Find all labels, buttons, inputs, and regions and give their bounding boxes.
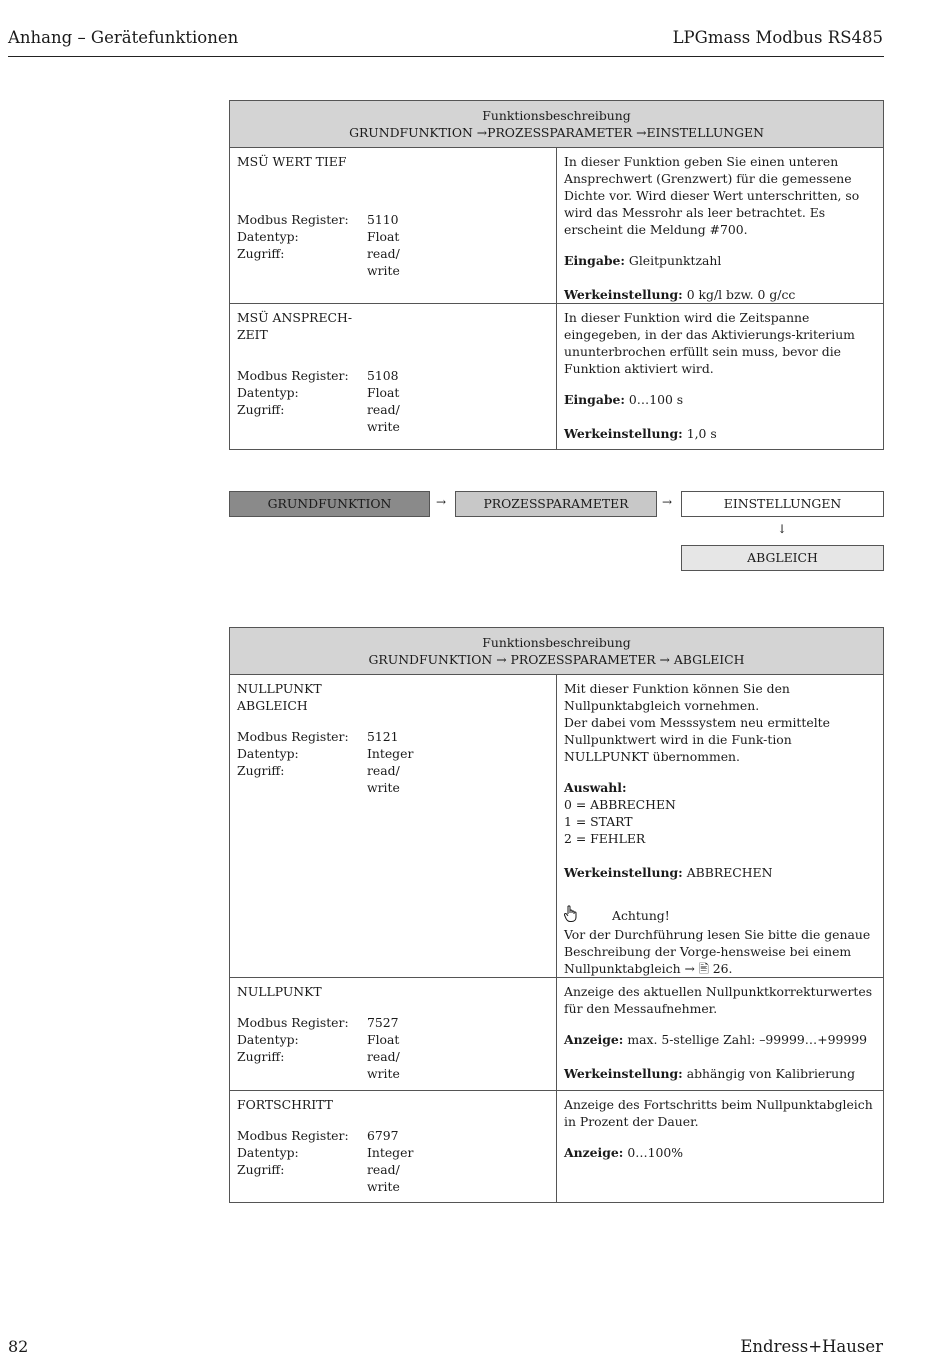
function-description-cell <box>557 978 884 1091</box>
nav-arrow-right-icon: → <box>662 495 673 509</box>
datatype-value: Float <box>367 1032 400 1047</box>
table-header-row <box>230 628 884 675</box>
access-value: read/ write <box>367 402 400 434</box>
register-info <box>237 728 549 796</box>
access-value: read/ write <box>367 1162 400 1194</box>
function-description: In dieser Funktion wird die Zeitspanne eingegeben, in der das Aktivierungs-kriterium ununterbrochen erfüllt sein muss, bevor die Funktion aktiviert wird. <box>564 310 855 376</box>
function-description-cell <box>557 675 884 978</box>
access-label: Zugriff: <box>237 246 285 261</box>
function-param-cell <box>230 978 557 1091</box>
function-param-cell <box>230 304 557 450</box>
datatype-value: Float <box>367 229 400 244</box>
datatype-label: Datentyp: <box>237 746 299 761</box>
function-description: Anzeige des aktuellen Nullpunktkorrekturwertes für den Messaufnehmer. <box>564 984 873 1016</box>
page-number: 82 <box>8 1337 29 1356</box>
table-row <box>230 675 884 978</box>
display-label: Anzeige: <box>564 1145 624 1160</box>
table-title: Funktionsbeschreibung <box>482 108 631 123</box>
default-label: Werkeinstellung: <box>564 865 683 880</box>
default-label: Werkeinstellung: <box>564 1066 683 1081</box>
access-label: Zugriff: <box>237 402 285 417</box>
function-description: In dieser Funktion geben Sie einen unteren Ansprechwert (Grenzwert) für die gemessene Dichte vor. Wird dieser Wert unterschritten, so wird das Messrohr als leer betrachtet. Es erscheint die Meldung #700. <box>564 154 860 237</box>
table-header <box>230 628 884 675</box>
default-value: 0 kg/l bzw. 0 g/cc <box>682 287 796 302</box>
table-header-row <box>230 101 884 148</box>
table-header <box>230 101 884 148</box>
table-path: GRUNDFUNKTION →PROZESSPARAMETER →EINSTELLUNGEN <box>349 125 764 140</box>
datatype-label: Datentyp: <box>237 1145 299 1160</box>
function-name: NULLPUNKT <box>237 984 322 999</box>
register-label: Modbus Register: <box>237 1128 349 1143</box>
function-name: MSÜ WERT TIEF <box>237 154 347 169</box>
function-description: Anzeige des Fortschritts beim Nullpunktabgleich in Prozent der Dauer. <box>564 1097 873 1129</box>
access-value: read/ write <box>367 246 400 278</box>
default-line <box>564 286 876 303</box>
input-line <box>564 252 876 269</box>
table-title: Funktionsbeschreibung <box>482 635 631 650</box>
access-label: Zugriff: <box>237 763 285 778</box>
datatype-value: Integer <box>367 746 414 761</box>
default-line <box>564 864 876 881</box>
display-label: Anzeige: <box>564 1032 624 1047</box>
access-value: read/ write <box>367 1049 400 1081</box>
choice-option: 2 = FEHLER <box>564 831 646 846</box>
page-header-right: LPGmass Modbus RS485 <box>672 28 883 47</box>
warning-title: Achtung! <box>612 908 670 923</box>
function-table-einstellungen <box>229 100 884 450</box>
datatype-value: Integer <box>367 1145 414 1160</box>
warning-text: Vor der Durchführung lesen Sie bitte die genaue Beschreibung der Vorge-hensweise bei einem Nullpunktabgleich → 🖹 26. <box>564 927 871 976</box>
register-value: 5108 <box>367 368 399 383</box>
table-row <box>230 148 884 304</box>
register-info <box>237 211 549 279</box>
page-header-left: Anhang – Gerätefunktionen <box>8 28 239 47</box>
register-info <box>237 1127 549 1195</box>
nav-abgleich: ABGLEICH <box>681 545 884 571</box>
nav-einstellungen: EINSTELLUNGEN <box>681 491 884 517</box>
register-label: Modbus Register: <box>237 212 349 227</box>
display-value: 0…100% <box>623 1145 684 1160</box>
function-description-cell <box>557 304 884 450</box>
function-name: FORTSCHRITT <box>237 1097 333 1112</box>
datatype-label: Datentyp: <box>237 1032 299 1047</box>
function-name: NULLPUNKT ABGLEICH <box>237 681 322 713</box>
function-description-cell <box>557 1091 884 1203</box>
datatype-label: Datentyp: <box>237 229 299 244</box>
input-value: Gleitpunktzahl <box>624 253 722 268</box>
nav-prozessparameter: PROZESSPARAMETER <box>455 491 657 517</box>
access-label: Zugriff: <box>237 1049 285 1064</box>
choice-label: Auswahl: <box>564 780 627 795</box>
function-description-cell <box>557 148 884 304</box>
access-value: read/ write <box>367 763 400 795</box>
function-description: Mit dieser Funktion können Sie den Nullpunktabgleich vornehmen. Der dabei vom Messsystem neu ermittelte Nullpunktwert wird in die Funk-tion NULLPUNKT übernommen. <box>564 681 830 764</box>
default-line <box>564 1065 876 1082</box>
register-label: Modbus Register: <box>237 1015 349 1030</box>
choice-option: 1 = START <box>564 814 633 829</box>
input-line <box>564 391 876 408</box>
register-value: 7527 <box>367 1015 399 1030</box>
nav-grundfunktion: GRUNDFUNKTION <box>229 491 430 517</box>
register-value: 6797 <box>367 1128 399 1143</box>
nav-arrow-down-icon: ↓ <box>777 522 788 536</box>
function-param-cell <box>230 148 557 304</box>
function-name: MSÜ ANSPRECH- ZEIT <box>237 310 353 342</box>
function-param-cell <box>230 675 557 978</box>
default-value: ABBRECHEN <box>682 865 773 880</box>
input-label: Eingabe: <box>564 392 625 407</box>
register-info <box>237 1014 549 1082</box>
function-param-cell <box>230 1091 557 1203</box>
register-value: 5110 <box>367 212 399 227</box>
register-label: Modbus Register: <box>237 729 349 744</box>
register-value: 5121 <box>367 729 399 744</box>
default-label: Werkeinstellung: <box>564 287 683 302</box>
datatype-value: Float <box>367 385 400 400</box>
datatype-label: Datentyp: <box>237 385 299 400</box>
access-label: Zugriff: <box>237 1162 285 1177</box>
hand-pointing-icon <box>564 905 584 926</box>
table-row <box>230 1091 884 1203</box>
function-table-abgleich <box>229 627 884 1203</box>
register-info <box>237 367 549 435</box>
nav-arrow-right-icon: → <box>436 495 447 509</box>
brand-name: Endress+Hauser <box>740 1337 883 1356</box>
choice-option: 0 = ABBRECHEN <box>564 797 676 812</box>
table-row <box>230 304 884 450</box>
header-rule <box>8 56 884 57</box>
default-label: Werkeinstellung: <box>564 426 683 441</box>
input-label: Eingabe: <box>564 253 625 268</box>
display-line <box>564 1031 876 1048</box>
input-value: 0…100 s <box>624 392 684 407</box>
table-path: GRUNDFUNKTION → PROZESSPARAMETER → ABGLEICH <box>368 652 745 667</box>
display-line <box>564 1144 876 1161</box>
default-value: abhängig von Kalibrierung <box>682 1066 856 1081</box>
table-row <box>230 978 884 1091</box>
default-value: 1,0 s <box>682 426 717 441</box>
warning-header <box>564 905 876 926</box>
display-value: max. 5-stellige Zahl: –99999…+99999 <box>623 1032 868 1047</box>
default-line <box>564 425 876 442</box>
register-label: Modbus Register: <box>237 368 349 383</box>
